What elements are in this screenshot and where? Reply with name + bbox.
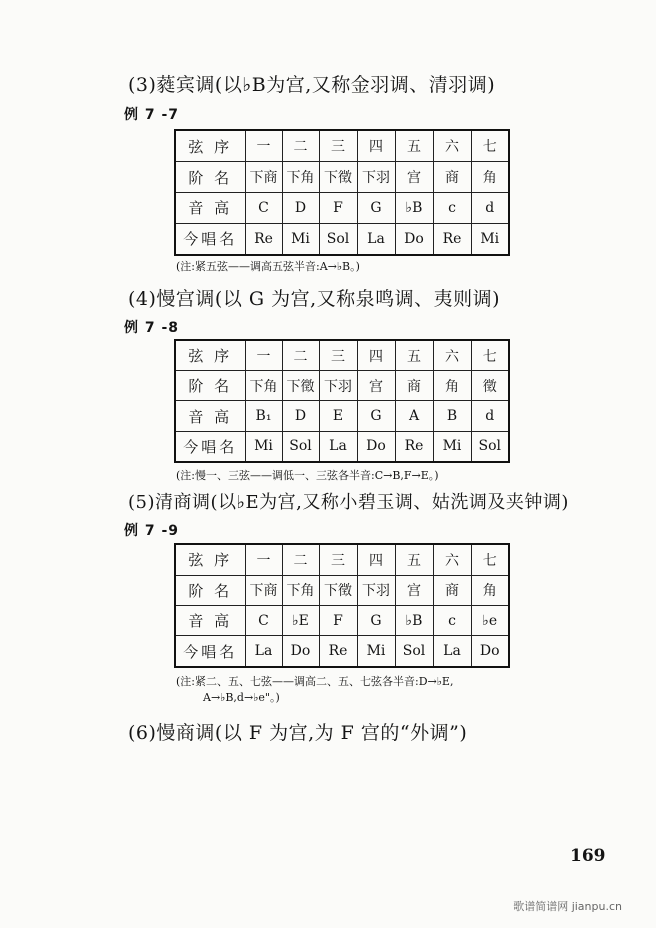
cell: c [433,605,471,635]
cell: 三 [319,544,357,575]
table-row [175,223,509,255]
cell: Do [282,636,319,667]
cell: 二 [282,544,319,575]
cell: Sol [471,431,509,462]
cell: 一 [245,544,282,575]
table-row [175,636,509,667]
cell: 商 [395,371,433,401]
cell: G [357,192,395,223]
row-header: 音 高 [175,401,245,431]
note-example-7-7: (注:紧五弦——调高五弦半音:A→♭B。) [176,260,360,273]
cell: 四 [357,340,395,371]
row-header: 今唱名 [175,636,245,667]
cell: 宫 [357,371,395,401]
cell: 下羽 [357,162,395,193]
section-4-heading: (4)慢宫调(以 G 为宫,又称泉鸣调、夷则调) [128,288,501,310]
cell: Sol [319,223,357,255]
example-7-7-label: 例 7 -7 [124,107,180,123]
cell: 四 [357,130,395,162]
cell: La [357,223,395,255]
cell: 二 [282,130,319,162]
cell: ♭B [395,192,433,223]
cell: 五 [395,544,433,575]
cell: Re [433,223,471,255]
table-row [175,162,509,193]
cell: 下角 [245,371,282,401]
cell: 七 [471,544,509,575]
note-example-7-8: (注:慢一、三弦——调低一、三弦各半音:C→B,F→E。) [176,469,439,482]
cell: 一 [245,130,282,162]
cell: C [245,192,282,223]
table-example-7-8 [174,339,510,463]
cell: La [433,636,471,667]
cell: 下徵 [319,575,357,605]
cell: La [319,431,357,462]
cell: B₁ [245,401,282,431]
cell: 三 [319,340,357,371]
table-row [175,431,509,462]
note-example-7-9-line-2: A→♭B,d→♭e"。) [203,691,280,704]
cell: ♭B [395,605,433,635]
cell: 二 [282,340,319,371]
cell: Sol [282,431,319,462]
cell: 下羽 [357,575,395,605]
cell: ♭E [282,605,319,635]
section-6-heading: (6)慢商调(以 F 为宫,为 F 宫的“外调”) [128,722,468,744]
cell: 下角 [282,575,319,605]
cell: 六 [433,340,471,371]
cell: Mi [282,223,319,255]
cell: 下商 [245,575,282,605]
table-row [175,340,509,371]
cell: 下商 [245,162,282,193]
cell: A [395,401,433,431]
cell: ♭e [471,605,509,635]
cell: 五 [395,130,433,162]
cell: 下羽 [319,371,357,401]
cell: 四 [357,544,395,575]
cell: 七 [471,130,509,162]
row-header: 今唱名 [175,223,245,255]
cell: D [282,192,319,223]
cell: Re [245,223,282,255]
cell: Re [319,636,357,667]
cell: Mi [357,636,395,667]
cell: 徵 [471,371,509,401]
cell: Mi [471,223,509,255]
cell: 宫 [395,162,433,193]
cell: d [471,192,509,223]
cell: Do [471,636,509,667]
cell: 七 [471,340,509,371]
row-header: 音 高 [175,192,245,223]
cell: 宫 [395,575,433,605]
cell: 下角 [282,162,319,193]
section-5-heading: (5)清商调(以♭E为宫,又称小碧玉调、姑洗调及夹钟调) [128,492,569,513]
cell: C [245,605,282,635]
cell: La [245,636,282,667]
row-header: 今唱名 [175,431,245,462]
cell: 六 [433,130,471,162]
cell: G [357,401,395,431]
table-example-7-7 [174,129,510,256]
cell: 下徵 [282,371,319,401]
note-example-7-9-line-1: (注:紧二、五、七弦——调高二、五、七弦各半音:D→♭E, [176,675,454,688]
cell: 商 [433,162,471,193]
cell: F [319,192,357,223]
row-header: 阶 名 [175,371,245,401]
cell: B [433,401,471,431]
cell: Do [357,431,395,462]
cell: 六 [433,544,471,575]
cell: c [433,192,471,223]
cell: 三 [319,130,357,162]
cell: D [282,401,319,431]
table-row [175,371,509,401]
cell: Mi [245,431,282,462]
row-header: 音 高 [175,605,245,635]
cell: E [319,401,357,431]
row-header: 阶 名 [175,575,245,605]
section-3-heading: (3)蕤宾调(以♭B为宫,又称金羽调、清羽调) [128,74,496,96]
table-example-7-9 [174,543,510,668]
cell: Mi [433,431,471,462]
cell: 一 [245,340,282,371]
cell: 下徵 [319,162,357,193]
cell: d [471,401,509,431]
page-number: 169 [570,846,606,866]
cell: Do [395,223,433,255]
example-7-9-label: 例 7 -9 [124,523,180,539]
row-header: 弦 序 [175,130,245,162]
cell: Sol [395,636,433,667]
cell: 角 [433,371,471,401]
table-row [175,575,509,605]
table-row [175,130,509,162]
cell: 角 [471,162,509,193]
table-row [175,544,509,575]
example-7-8-label: 例 7 -8 [124,320,180,336]
table-row [175,605,509,635]
table-row [175,401,509,431]
row-header: 弦 序 [175,340,245,371]
cell: 五 [395,340,433,371]
cell: G [357,605,395,635]
row-header: 弦 序 [175,544,245,575]
cell: 角 [471,575,509,605]
cell: Re [395,431,433,462]
row-header: 阶 名 [175,162,245,193]
watermark: 歌谱简谱网 jianpu.cn [513,900,622,913]
cell: F [319,605,357,635]
cell: 商 [433,575,471,605]
table-row [175,192,509,223]
